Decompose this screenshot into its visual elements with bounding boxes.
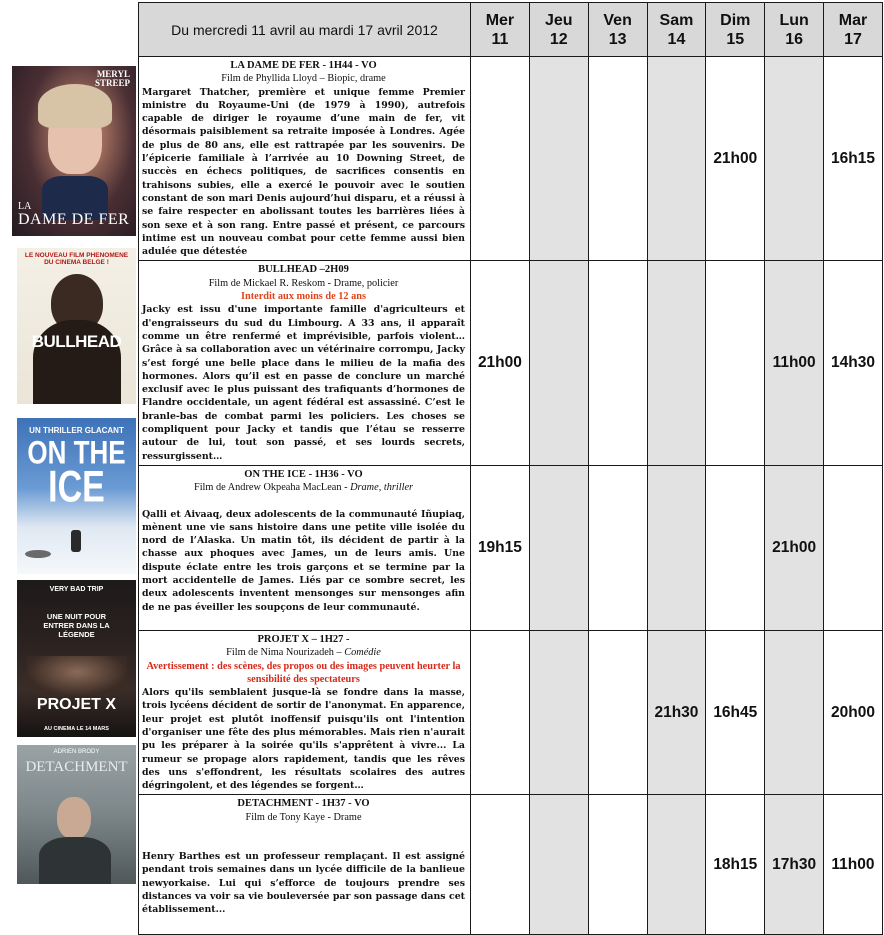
poster-on-the-ice bbox=[17, 418, 136, 574]
film-synopsis: Jacky est issu d'une importante famille d'agriculteurs et d'engraisseurs du sud du Limbourg. A 33 ans, il apparaît comme un être renfermé et imprévisible, parfois violent… Grâce à sa collaboration avec un vétérinaire corrompu, Jacky s’est forgé une belle place dans le milieu de la mafia des hormones. Alors qu’il est en passe de conclure un marché exclusif avec le plus puissant des trafiquants d’hormones de Flandre occidentale, un agent fédéral est assassiné. C’est le branle-bas de combat parmi les policiers. Les choses se compliquent pour Jacky et tandis que l’étau se resserre autour de lui, tout son passé, et ses lourds secrets, ressurgissent… bbox=[142, 304, 465, 462]
showtime-mar: 16h15 bbox=[824, 57, 883, 261]
showtime-lun: 21h00 bbox=[765, 465, 824, 630]
film-description bbox=[139, 261, 471, 465]
day-header-jeu: Jeu 12 bbox=[529, 3, 588, 57]
film-synopsis: Alors qu'ils semblaient jusque-là se fondre dans la masse, trois lycéens décident de sortir de l'anonymat. En apparence, leur projet est plutôt inoffensif puisqu'ils ont l'intention d'organiser une fête des plus mémorables. Mais rien n'aurait pu les préparer à la soirée qu'ils s'apprêtent à vivre... La rumeur se propage alors rapidement, tandis que les rêves des uns s'effondrent, les résultats scolaires des autres dégringolent, et des légendes se forgent… bbox=[142, 687, 465, 792]
film-title: BULLHEAD –2H09 bbox=[258, 264, 349, 276]
poster-la-dame-de-fer bbox=[12, 66, 136, 236]
day-header-ven: Ven 13 bbox=[588, 3, 647, 57]
poster-release-date: AU CINEMA LE 14 MARS bbox=[44, 726, 109, 732]
header-row bbox=[139, 3, 883, 57]
poster-title: BULLHEAD bbox=[31, 332, 122, 351]
showtime-jeu bbox=[529, 630, 588, 795]
showtime-sam: 21h30 bbox=[647, 630, 706, 795]
showtime-dim bbox=[706, 465, 765, 630]
film-credit: Film de Phyllida Lloyd – Biopic, drame bbox=[221, 73, 386, 85]
film-synopsis: Henry Barthes est un professeur remplaçant. Il est assigné pendant trois semaines dans un lycée difficile de la banlieue newyorkaise. Lui qui s’efforce de toujours prendre ses distances va voir sa vie bouleversée par son passage dans cet établissement... bbox=[142, 851, 465, 916]
showtime-ven bbox=[588, 795, 647, 935]
film-row-bullhead bbox=[139, 261, 883, 465]
showtime-dim: 16h45 bbox=[706, 630, 765, 795]
film-row-detachment bbox=[139, 795, 883, 935]
showtime-mer: 19h15 bbox=[471, 465, 530, 630]
poster-tagline: UNE NUIT POUR ENTRER DANS LA LÉGENDE bbox=[43, 612, 110, 639]
content-warning: Avertissement : des scènes, des propos ou des images peuvent heurter la sensibilité des spectateurs bbox=[146, 660, 461, 685]
showtime-mar: 14h30 bbox=[824, 261, 883, 465]
film-title: LA DAME DE FER - 1H44 - VO bbox=[230, 60, 377, 71]
showtime-dim: 18h15 bbox=[706, 795, 765, 935]
day-header-dim: Dim 15 bbox=[706, 3, 765, 57]
day-header-mar: Mar 17 bbox=[824, 3, 883, 57]
film-synopsis: Margaret Thatcher, première et unique femme Premier ministre du Royaume-Uni (de 1979 à 1990), autrefois capable de diriger le royaume d’une main de fer, vit désormais paisiblement sa retraite imposée à Londres. Agée de plus de 80 ans, elle est rattrapée par les souvenirs. De l’épicerie familiale à l’arrivée au 10 Downing Street, de succès en échecs politiques, de sacrifices consentis en trahisons subies, elle a exercé le pouvoir avec le soutien constant de son mari Denis aujourd’hui disparu, et a réussi à se faire respecter en abolissant toutes les barrières liées à son sexe et à son rang. Entre passé et présent, ce parcours intime est un nouveau combat pour cette femme aussi bien adulée que détestée bbox=[142, 86, 465, 258]
showtime-sam bbox=[647, 261, 706, 465]
film-credit: Film de Andrew Okpeaha MacLean - Drame, thriller bbox=[193, 482, 414, 494]
poster-bullhead bbox=[17, 248, 136, 404]
poster-tagline: UN THRILLER GLACANT bbox=[29, 426, 124, 435]
poster-tagline-top: VERY BAD TRIP bbox=[49, 586, 104, 593]
poster-title: DETACHMENT bbox=[25, 759, 128, 775]
film-credit: Film de Mickael R. Reskom - Drame, policier bbox=[208, 277, 399, 289]
showtime-ven bbox=[588, 465, 647, 630]
showtime-mer bbox=[471, 630, 530, 795]
poster-detachment bbox=[17, 745, 136, 884]
poster-actor-name: MERYL STREEP bbox=[94, 69, 130, 88]
showtime-mar: 20h00 bbox=[824, 630, 883, 795]
showtime-sam bbox=[647, 465, 706, 630]
showtime-lun bbox=[765, 630, 824, 795]
showtime-jeu bbox=[529, 465, 588, 630]
showtime-ven bbox=[588, 57, 647, 261]
day-header-lun: Lun 16 bbox=[765, 3, 824, 57]
day-header-sam: Sam 14 bbox=[647, 3, 706, 57]
showtime-mer: 21h00 bbox=[471, 261, 530, 465]
showtime-ven bbox=[588, 630, 647, 795]
film-genre: Drame, thriller bbox=[350, 482, 414, 494]
poster-actor-name: ADRIEN BRODY bbox=[53, 749, 100, 755]
day-header-mer: Mer 11 bbox=[471, 3, 530, 57]
film-row-la-dame-de-fer bbox=[139, 57, 883, 261]
film-credit: Film de Tony Kaye - Drame bbox=[245, 811, 362, 823]
poster-projet-x bbox=[17, 580, 136, 737]
showtime-jeu bbox=[529, 261, 588, 465]
showtime-sam bbox=[647, 795, 706, 935]
schedule-table bbox=[138, 2, 883, 935]
showtime-ven bbox=[588, 261, 647, 465]
showtime-sam bbox=[647, 57, 706, 261]
poster-title: LA DAME DE FER bbox=[18, 201, 130, 228]
showtime-dim bbox=[706, 261, 765, 465]
showtime-dim: 21h00 bbox=[706, 57, 765, 261]
showtime-jeu bbox=[529, 57, 588, 261]
poster-tagline: LE NOUVEAU FILM PHENOMENE DU CINEMA BELGE ! bbox=[24, 252, 129, 266]
film-description bbox=[139, 630, 471, 795]
showtime-lun: 17h30 bbox=[765, 795, 824, 935]
showtime-lun bbox=[765, 57, 824, 261]
film-genre: Comédie bbox=[344, 647, 381, 659]
showtime-mer bbox=[471, 57, 530, 261]
film-title: ON THE ICE - 1H36 - VO bbox=[244, 468, 363, 480]
showtime-mar: 11h00 bbox=[824, 795, 883, 935]
showtime-mar bbox=[824, 465, 883, 630]
film-row-on-the-ice bbox=[139, 465, 883, 630]
film-row-projet-x bbox=[139, 630, 883, 795]
film-synopsis: Qalli et Aivaaq, deux adolescents de la communauté Iñupiaq, mènent une vie sans histoire dans une petite ville isolée du nord de l’Alaska. Un matin tôt, ils décident de partir à la chasse aux phoques avec James, un de leurs amis. Une dispute éclate entre les trois garçons et se termine par la mort accidentelle de James. Liés par ce sombre secret, les deux adolescents inventent mensonges sur mensonges afin de ne pas éveiller les soupçons de leur communauté. bbox=[142, 508, 465, 613]
poster-title: ON THE ICE bbox=[27, 433, 126, 512]
film-title: DETACHMENT - 1H37 - VO bbox=[237, 798, 370, 810]
film-description bbox=[139, 465, 471, 630]
film-description bbox=[139, 57, 471, 261]
showtime-lun: 11h00 bbox=[765, 261, 824, 465]
showtime-mer bbox=[471, 795, 530, 935]
film-description bbox=[139, 795, 471, 935]
showtime-jeu bbox=[529, 795, 588, 935]
film-title: PROJET X – 1H27 - bbox=[257, 633, 350, 645]
period-header: Du mercredi 11 avril au mardi 17 avril 2012 bbox=[139, 3, 471, 57]
age-warning: Interdit aux moins de 12 ans bbox=[240, 291, 366, 303]
poster-title: PROJET X bbox=[36, 696, 117, 713]
film-credit: Film de Nima Nourizadeh – Comédie bbox=[226, 647, 381, 659]
